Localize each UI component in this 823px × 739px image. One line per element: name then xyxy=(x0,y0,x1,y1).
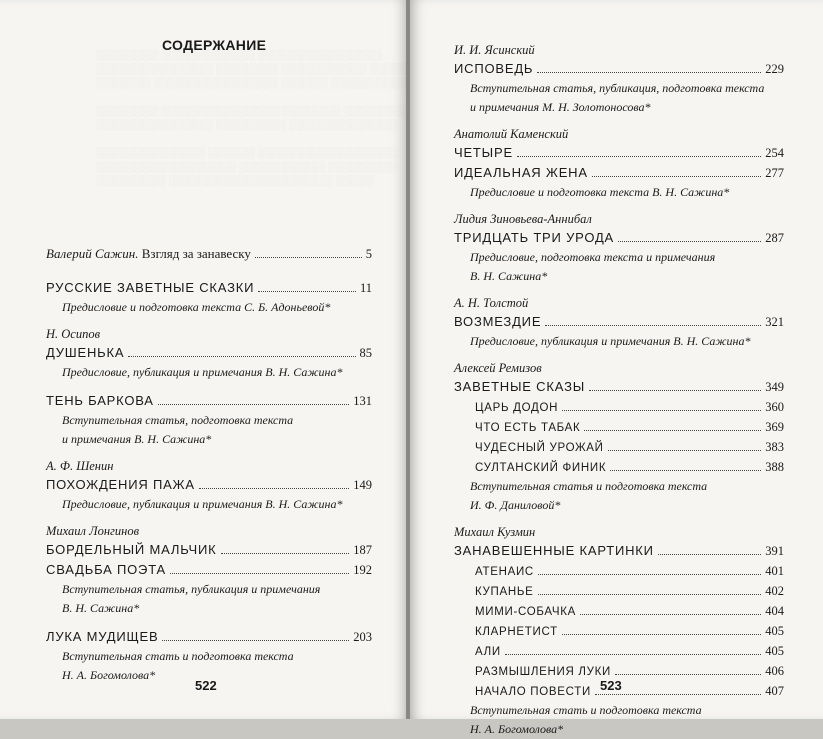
entry-title: ЧЕТЫРЕ xyxy=(454,145,513,160)
dot-leader xyxy=(170,573,349,574)
dot-leader xyxy=(592,176,761,177)
page-number: 369 xyxy=(765,420,784,434)
dot-leader xyxy=(538,574,761,575)
subentry-title: МИМИ-СОБАЧКА xyxy=(475,606,577,618)
dot-leader xyxy=(562,634,761,635)
author-name: Алексей Ремизов xyxy=(454,361,542,375)
dot-leader xyxy=(589,390,761,391)
editorial-note: Предисловие и подготовка текста В. Н. Сажина* xyxy=(470,185,730,199)
dot-leader xyxy=(517,156,761,157)
subentry-title: ЧТО ЕСТЬ ТАБАК xyxy=(475,422,581,434)
section-gap xyxy=(46,618,372,627)
dot-leader xyxy=(199,488,349,489)
section-gap xyxy=(46,264,372,278)
author-name: Анатолий Каменский xyxy=(454,127,569,141)
toc-entry[interactable] xyxy=(46,278,372,298)
editorial-note: В. Н. Сажина* xyxy=(470,269,548,283)
dot-leader xyxy=(545,325,761,326)
section-gap xyxy=(454,202,784,211)
page-number: 391 xyxy=(765,544,784,558)
editorial-note: Предисловие, публикация и примечания В. Н. Сажина* xyxy=(62,365,343,379)
editorial-note: Н. А. Богомолова* xyxy=(62,668,156,682)
subentry-title: НАЧАЛО ПОВЕСТИ xyxy=(475,686,591,698)
toc-entry[interactable] xyxy=(454,59,784,79)
editorial-note: Предисловие, подготовка текста и примечания xyxy=(470,250,716,264)
toc-entry[interactable] xyxy=(454,377,784,397)
page-number: 203 xyxy=(353,630,372,644)
editorial-note: И. Ф. Даниловой* xyxy=(470,498,561,512)
entry-title: ВОЗМЕЗДИЕ xyxy=(454,314,542,329)
dot-leader xyxy=(562,410,761,411)
section-gap xyxy=(46,382,372,391)
page-number: 254 xyxy=(765,146,784,160)
toc-entry[interactable] xyxy=(46,475,372,495)
dot-leader xyxy=(537,72,761,73)
toc-subentry[interactable] xyxy=(454,581,784,601)
page-number: 149 xyxy=(353,478,372,492)
page-number: 402 xyxy=(765,584,784,598)
page-number: 383 xyxy=(765,440,784,454)
page-number: 11 xyxy=(359,281,372,295)
left-page: ░░░░░░░░ ░░░░░░░░░░░░ ░░░░░░░░░░░░░░░░ ░░░░░░░░░░░░░░░ ░░░░░░░░ ░░░░░░░░░░░ ░░░░░░░ ░░░░░░░ ░░░░░░░░░░░░░░░░ ░░░░░░ ░░░░░░░░░░░░ ░░░░░░░░ ░░░░░░░░░░░░░░░░░░░░░░░ ░░░░░░░░ ░░░░░░░░░░░░░░░ ░░░░░░░░░ ░░░░░░░░░░░░░░ ░░░░░░░░░░░░░░ ░░░░░░ ░░░░░░░░░░░░░░░░░░ ░░░░░░░░░░░░░░░░░░ ░░░░░░░░░░░ ░░░░░░░░░ ░░░░░░░░░ ░░░░░░░░░░░░░░░░░░░░░ ░░░░░ СОДЕРЖАНИЕ Валерий Сажин. Взгляд за занавеску 5 РУССКИЕ ЗАВЕТНЫЕ СКАЗКИ 11 Предисловие и подготовка текста С. Б. Адоньевой* Н. Осипов ДУШЕНЬКА 85 Предисловие, публикация и примечания В. Н. Сажина* ТЕНЬ БАРКОВА 131 Вступительная статья, подготовка текста и примечания В. Н. Сажина* А. Ф. Шенин ПОХОЖДЕНИЯ ПАЖА 149 Предисловие, публикация и примечания В. Н. Сажина* Михаил Лонгинов БОРДЕЛЬНЫЙ МАЛЬЧИК 187 СВАДЬБА ПОЭТА 192 Вступительная статья, публикация и примечания В. Н. Сажина* ЛУКА МУДИЩЕВ 203 Вступительная стать и подготовка текста Н. А. Богомолова* 522 xyxy=(0,0,408,719)
page-number: 287 xyxy=(765,231,784,245)
toc-entry[interactable] xyxy=(46,391,372,411)
toc-subentry[interactable] xyxy=(454,457,784,477)
dot-leader xyxy=(615,674,761,675)
dot-leader xyxy=(158,404,349,405)
author-name: И. И. Ясинский xyxy=(454,43,535,57)
subentry-title: АЛИ xyxy=(475,646,501,658)
dot-leader xyxy=(505,654,761,655)
section-gap xyxy=(454,515,784,524)
page-number: 404 xyxy=(765,604,784,618)
entry-title: ТРИДЦАТЬ ТРИ УРОДА xyxy=(454,230,615,245)
page-number: 405 xyxy=(765,624,784,638)
toc-entry[interactable] xyxy=(454,228,784,248)
right-page xyxy=(410,0,823,736)
toc-subentry[interactable] xyxy=(454,561,784,581)
subentry-title: ЦАРЬ ДОДОН xyxy=(475,402,559,414)
subentry-title: КУПАНЬЕ xyxy=(475,586,534,598)
dot-leader xyxy=(618,241,761,242)
entry-title: ЗАВЕТНЫЕ СКАЗЫ xyxy=(454,379,586,394)
page-number: 349 xyxy=(765,380,784,394)
section-gap xyxy=(46,514,372,523)
entry-title: БОРДЕЛЬНЫЙ МАЛЬЧИК xyxy=(46,542,217,557)
page-number: 192 xyxy=(353,563,372,577)
editorial-note: Предисловие, публикация и примечания В. Н. Сажина* xyxy=(62,497,343,511)
page-number: 5 xyxy=(365,247,372,261)
dot-leader xyxy=(128,356,355,357)
section-gap xyxy=(46,317,372,326)
page-number: 187 xyxy=(353,543,372,557)
page-number: 85 xyxy=(359,346,372,360)
contents-heading: СОДЕРЖАНИЕ xyxy=(162,37,267,53)
section-gap xyxy=(46,449,372,458)
page-folio: 522 xyxy=(195,678,217,693)
toc-entry[interactable] xyxy=(454,163,784,183)
page-number: 321 xyxy=(765,315,784,329)
toc-subentry[interactable] xyxy=(454,641,784,661)
toc-subentry[interactable] xyxy=(454,397,784,417)
entry-title: ТЕНЬ БАРКОВА xyxy=(46,393,154,408)
editorial-note: Вступительная стать и подготовка текста xyxy=(62,649,294,663)
section-gap xyxy=(454,286,784,295)
dot-leader xyxy=(610,470,761,471)
toc-entry[interactable] xyxy=(46,540,372,560)
editorial-note: Вступительная статья, публикация и примечания xyxy=(62,582,321,596)
dot-leader xyxy=(255,257,362,258)
entry-title: РУССКИЕ ЗАВЕТНЫЕ СКАЗКИ xyxy=(46,280,255,295)
page-number: 131 xyxy=(353,394,372,408)
section-gap xyxy=(454,117,784,126)
toc-subentry[interactable] xyxy=(454,601,784,621)
page-number: 405 xyxy=(765,644,784,658)
author-name: Лидия Зиновьева-Аннибал xyxy=(454,212,592,226)
editorial-note: В. Н. Сажина* xyxy=(62,601,140,615)
toc-entry[interactable] xyxy=(46,560,372,580)
subentry-title: ЧУДЕСНЫЙ УРОЖАЙ xyxy=(475,442,604,454)
editorial-note: Вступительная статья и подготовка текста xyxy=(470,479,708,493)
dot-leader xyxy=(221,553,350,554)
dot-leader xyxy=(258,291,356,292)
entry-title: ДУШЕНЬКА xyxy=(46,345,125,360)
toc-entry[interactable] xyxy=(454,541,784,561)
entry-title: ПОХОЖДЕНИЯ ПАЖА xyxy=(46,477,195,492)
dot-leader xyxy=(538,594,762,595)
toc-entry[interactable] xyxy=(46,627,372,647)
subentry-title: СУЛТАНСКИЙ ФИНИК xyxy=(475,462,607,474)
toc-entry[interactable] xyxy=(454,143,784,163)
toc-subentry[interactable] xyxy=(454,437,784,457)
editorial-note: Вступительная статья, публикация, подготовка текста xyxy=(470,81,765,95)
editorial-note: Вступительная статья, подготовка текста xyxy=(62,413,294,427)
page-number: 277 xyxy=(765,166,784,180)
dot-leader xyxy=(608,450,762,451)
editorial-note: Н. А. Богомолова* xyxy=(470,722,564,736)
toc-subentry[interactable] xyxy=(454,621,784,641)
page-number: 388 xyxy=(765,460,784,474)
dot-leader xyxy=(580,614,761,615)
author-name: Михаил Лонгинов xyxy=(46,524,140,538)
editorial-note: Вступительная стать и подготовка текста xyxy=(470,703,702,717)
intro-title: Взгляд за занавеску xyxy=(141,246,251,261)
toc-entry[interactable] xyxy=(454,312,784,332)
entry-title: СВАДЬБА ПОЭТА xyxy=(46,562,166,577)
page-folio: 523 xyxy=(600,678,622,693)
toc-entry[interactable] xyxy=(46,343,372,363)
entry-title: ИДЕАЛЬНАЯ ЖЕНА xyxy=(454,165,588,180)
page-number: 401 xyxy=(765,564,784,578)
editorial-note: и примечания М. Н. Золотоносова* xyxy=(470,100,651,114)
section-gap xyxy=(454,351,784,360)
page-number: 406 xyxy=(765,664,784,678)
entry-title: ЗАНАВЕШЕННЫЕ КАРТИНКИ xyxy=(454,543,654,558)
toc-entry-intro[interactable] xyxy=(46,244,372,264)
subentry-title: АТЕНАИС xyxy=(475,566,534,578)
entry-title: ЛУКА МУДИЩЕВ xyxy=(46,629,159,644)
dot-leader xyxy=(584,430,761,431)
toc-right xyxy=(454,42,784,739)
subentry-title: РАЗМЫШЛЕНИЯ ЛУКИ xyxy=(475,666,611,678)
dot-leader xyxy=(595,694,761,695)
editorial-note: Предисловие и подготовка текста С. Б. Адоньевой* xyxy=(62,300,331,314)
author-name: Михаил Кузмин xyxy=(454,525,536,539)
dot-leader xyxy=(658,554,761,555)
dot-leader xyxy=(162,640,349,641)
intro-author: Валерий Сажин. xyxy=(46,246,139,261)
subentry-title: КЛАРНЕТИСТ xyxy=(475,626,558,638)
entry-title: ИСПОВЕДЬ xyxy=(454,61,534,76)
author-name: А. Н. Толстой xyxy=(454,296,529,310)
editorial-note: и примечания В. Н. Сажина* xyxy=(62,432,212,446)
editorial-note: Предисловие, публикация и примечания В. Н. Сажина* xyxy=(470,334,751,348)
page-number: 407 xyxy=(765,684,784,698)
page-number: 229 xyxy=(765,62,784,76)
page-number: 360 xyxy=(765,400,784,414)
author-name: Н. Осипов xyxy=(46,327,101,341)
author-name: А. Ф. Шенин xyxy=(46,459,114,473)
toc-subentry[interactable] xyxy=(454,417,784,437)
toc-left xyxy=(46,244,372,685)
